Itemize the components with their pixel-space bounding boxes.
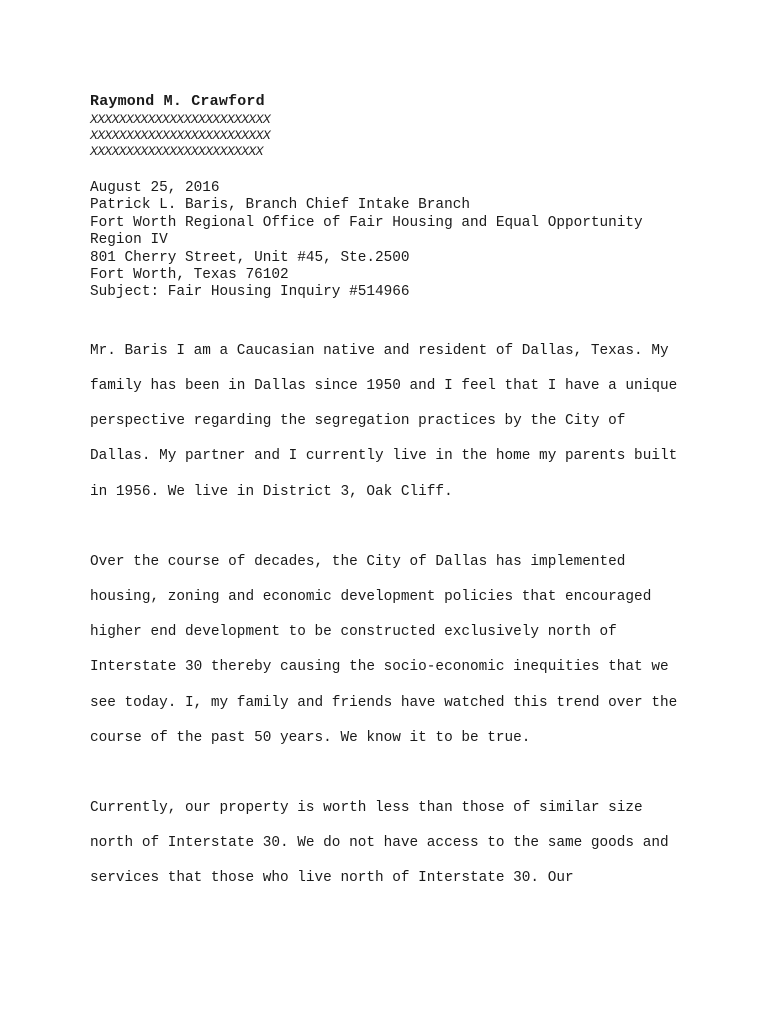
letter-subject: Subject: Fair Housing Inquiry #514966 <box>90 284 410 301</box>
recipient-region: Region IV <box>90 232 168 249</box>
body-paragraph: Mr. Baris I am a Caucasian native and resident of Dallas, Texas. My family has been in Dallas since 1950 and I feel that I have a unique perspective regarding the segregation practices by the City of Dallas. My partner and I currently live in the home my parents built in 1956. We live in District 3, Oak Cliff. <box>90 342 678 500</box>
redacted-address-line: XXXXXXXXXXXXXXXXXXXXXXXXX <box>90 128 271 143</box>
letter-content <box>90 92 690 897</box>
redacted-address-line: XXXXXXXXXXXXXXXXXXXXXXXXX <box>90 112 271 127</box>
recipient-header <box>90 180 690 302</box>
recipient-city-state-zip: Fort Worth, Texas 76102 <box>90 267 289 284</box>
body-paragraph: Over the course of decades, the City of Dallas has implemented housing, zoning and economic development policies that encouraged higher end development to be constructed exclusively north of Interstate 30 thereby causing the socio-economic inequities that we see today. I, my family and friends have watched this trend over the course of the past 50 years. We know it to be true. <box>90 553 678 746</box>
letter-date: August 25, 2016 <box>90 180 220 196</box>
body-paragraph: Currently, our property is worth less than those of similar size north of Interstate 30. We do not have access to the same goods and services that those who live north of Interstate 30. Our <box>90 800 669 887</box>
recipient-street: 801 Cherry Street, Unit #45, Ste.2500 <box>90 249 410 266</box>
recipient-name-title: Patrick L. Baris, Branch Chief Intake Branch <box>90 197 470 214</box>
redacted-address-line: XXXXXXXXXXXXXXXXXXXXXXXX <box>90 144 263 159</box>
recipient-office: Fort Worth Regional Office of Fair Housing and Equal Opportunity <box>90 214 643 231</box>
sender-name: Raymond M. Crawford <box>90 93 265 110</box>
